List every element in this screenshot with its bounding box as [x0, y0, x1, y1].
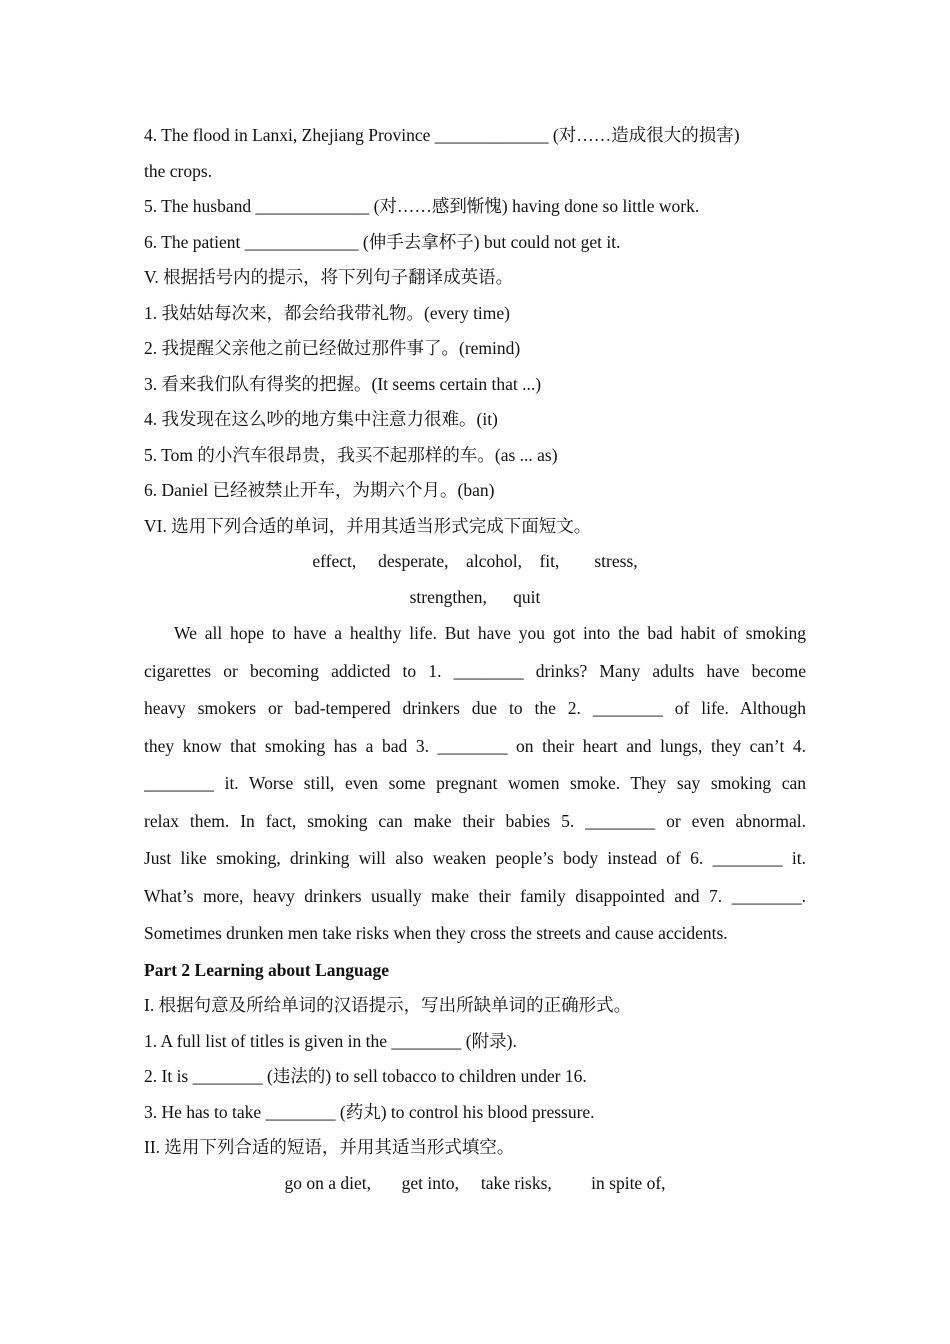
- part-2-section-ii-heading: II. 选用下列合适的短语，并用其适当形式填空。: [144, 1137, 515, 1157]
- passage-line: relax them. In fact, smoking can make their babies 5. ________ or even abnormal.: [144, 810, 806, 831]
- passage-line: ________ it. Worse still, even some pregnant women smoke. They say smoking can: [144, 773, 806, 793]
- phrase-box-line-1: go on a diet, get into, take risks, in spite of,: [284, 1172, 666, 1193]
- word-box-line-1: effect, desperate, alcohol, fit, stress,: [312, 551, 638, 571]
- passage-line: Sometimes drunken men take risks when they cross the streets and cause accidents.: [144, 923, 728, 943]
- word-box-line-2: strengthen, quit: [409, 586, 541, 607]
- exercise-item-5: 5. The husband _____________ (对……感到惭愧) having done so little work.: [144, 196, 700, 216]
- translation-item: 2. 我提醒父亲他之前已经做过那件事了。(remind): [144, 338, 521, 358]
- passage-line: heavy smokers or bad-tempered drinkers due to the 2. ________ of life. Although: [144, 698, 806, 718]
- passage-line: cigarettes or becoming addicted to 1. ________ drinks? Many adults have become: [144, 660, 806, 681]
- translation-item: 5. Tom 的小汽车很昂贵，我买不起那样的车。(as ... as): [144, 444, 558, 465]
- vocab-item: 3. He has to take ________ (药丸) to control his blood pressure.: [144, 1101, 595, 1122]
- translation-item: 3. 看来我们队有得奖的把握。(It seems certain that ...): [144, 373, 542, 394]
- translation-item: 1. 我姑姑每次来，都会给我带礼物。(every time): [144, 302, 510, 323]
- part-2-section-i-heading: I. 根据句意及所给单词的汉语提示，写出所缺单词的正确形式。: [144, 995, 632, 1015]
- vocab-item: 1. A full list of titles is given in the ________ (附录).: [144, 1030, 517, 1051]
- passage-line: What’s more, heavy drinkers usually make their family disappointed and 7. ________.: [144, 885, 806, 906]
- passage-line: they know that smoking has a bad 3. ________ on their heart and lungs, they can’t 4.: [144, 735, 806, 756]
- vocab-item: 2. It is ________ (违法的) to sell tobacco to children under 16.: [144, 1066, 587, 1086]
- translation-item: 4. 我发现在这么吵的地方集中注意力很难。(it): [144, 409, 498, 429]
- section-vi-heading: VI. 选用下列合适的单词，并用其适当形式完成下面短文。: [144, 515, 592, 536]
- cloze-passage: [144, 615, 806, 953]
- passage-line: Just like smoking, drinking will also weaken people’s body instead of 6. ________ it.: [144, 848, 806, 868]
- part-2-title: Part 2 Learning about Language: [144, 959, 390, 980]
- document-page: [144, 118, 806, 1201]
- passage-line: We all hope to have a healthy life. But have you got into the bad habit of smoking: [174, 623, 806, 643]
- translation-item: 6. Daniel 已经被禁止开车，为期六个月。(ban): [144, 480, 495, 500]
- exercise-item-4-line1: 4. The flood in Lanxi, Zhejiang Province _____________ (对……造成很大的损害): [144, 125, 740, 145]
- section-v-heading: V. 根据括号内的提示，将下列句子翻译成英语。: [144, 267, 514, 287]
- exercise-item-4-line2: the crops.: [144, 160, 213, 181]
- exercise-item-6: 6. The patient _____________ (伸手去拿杯子) but could not get it.: [144, 231, 621, 252]
